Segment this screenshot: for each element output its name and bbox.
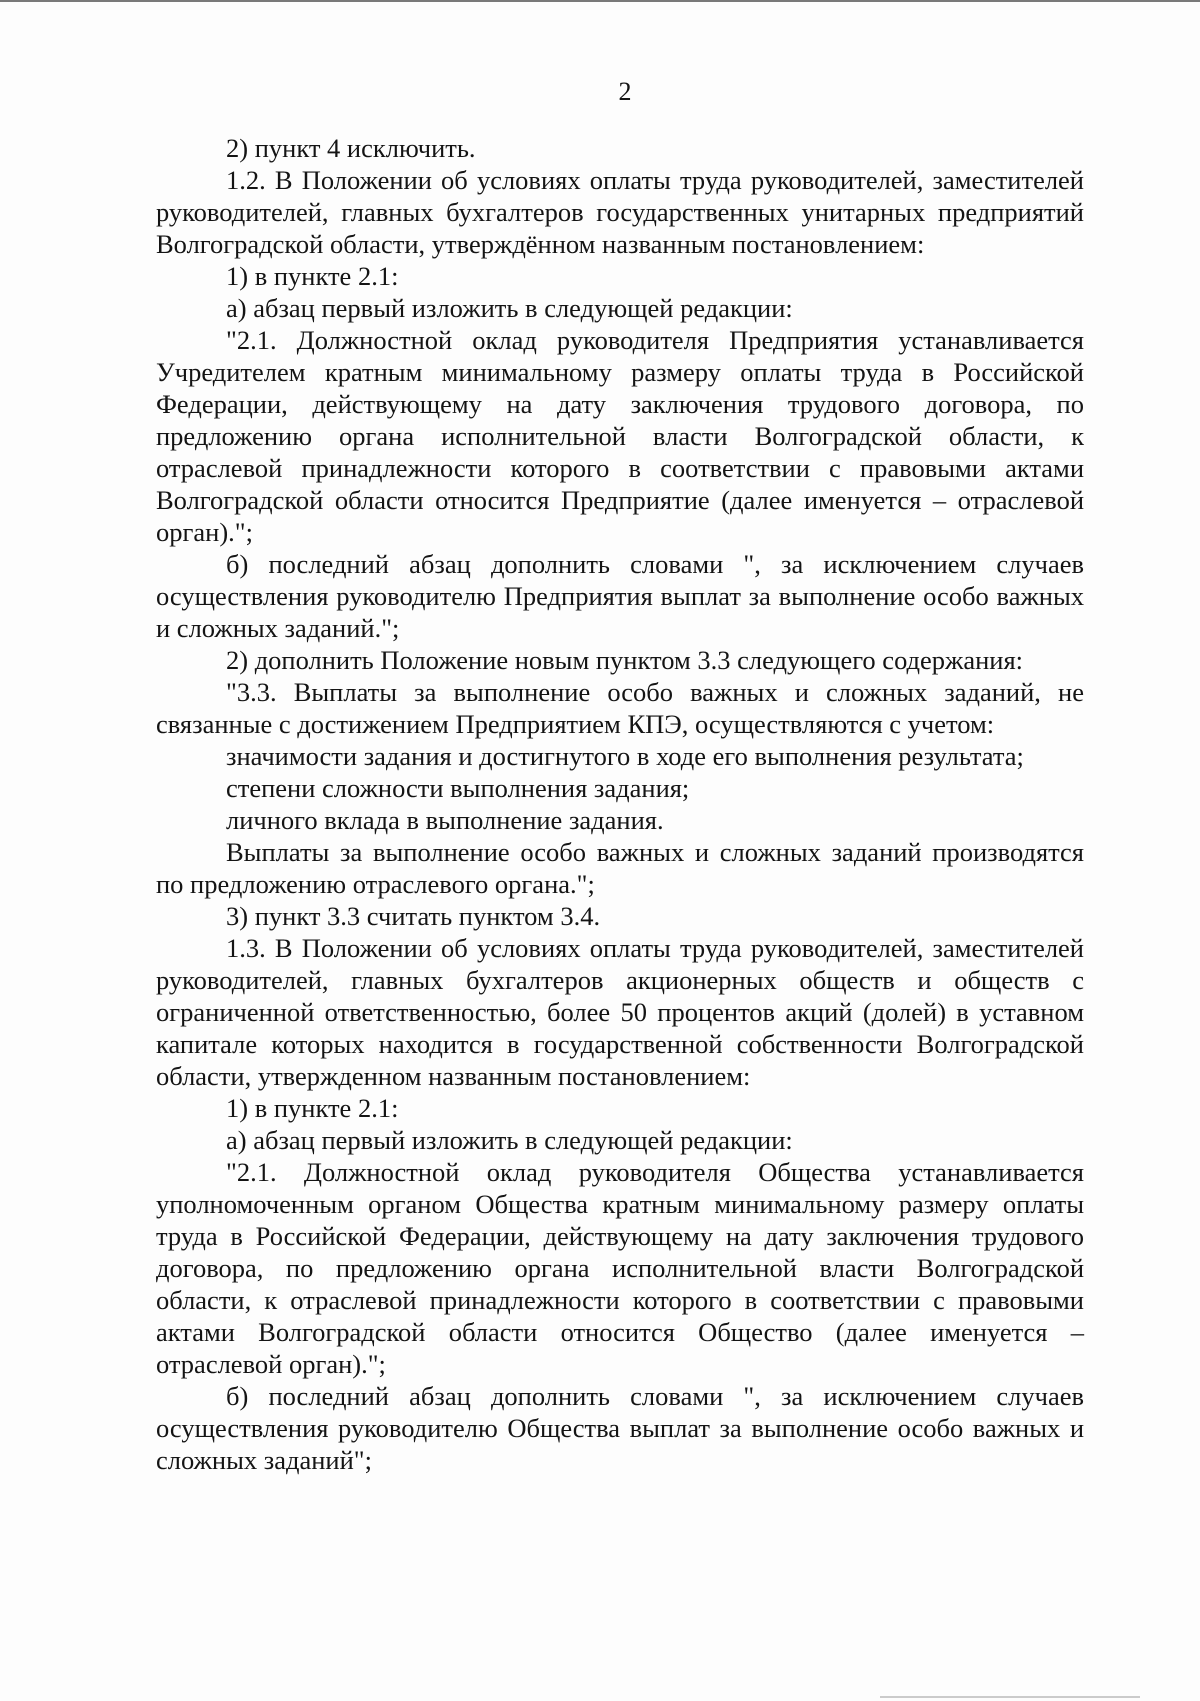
scan-bottom-mark [880, 1696, 1140, 1698]
paragraph: 1.2. В Положении об условиях оплаты труда руководителей, заместителей руководителей, главных бухгалтеров государственных унитарных предприятий Волгоградской области, утверждённом названным постановлением: [156, 165, 1084, 259]
document-body [156, 132, 1084, 1476]
paragraph: 2) дополнить Положение новым пунктом 3.3 следующего содержания: [226, 645, 1024, 675]
paragraph: б) последний абзац дополнить словами ", за исключением случаев осуществления руководителю Предприятия выплат за выполнение особо важных и сложных заданий."; [156, 549, 1084, 643]
paragraph: а) абзац первый изложить в следующей редакции: [226, 293, 793, 323]
paragraph: б) последний абзац дополнить словами ", за исключением случаев осуществления руководителю Общества выплат за выполнение особо важных и сложных заданий"; [156, 1381, 1084, 1475]
paragraph: 1) в пункте 2.1: [226, 261, 399, 291]
paragraph: "2.1. Должностной оклад руководителя Предприятия устанавливается Учредителем кратным минимальному размеру оплаты труда в Российской Федерации, действующему на дату заключения трудового договора, по предложению органа исполнительной власти Волгоградской области, к отраслевой принадлежности которого в соответствии с правовыми актами Волгоградской области относится Предприятие (далее именуется – отраслевой орган)."; [156, 325, 1084, 547]
paragraph: Выплаты за выполнение особо важных и сложных заданий производятся по предложению отраслевого органа."; [156, 837, 1084, 899]
page-number: 2 [618, 77, 632, 106]
paragraph: степени сложности выполнения задания; [226, 773, 690, 803]
paragraph: 2) пункт 4 исключить. [226, 133, 476, 163]
paragraph: "3.3. Выплаты за выполнение особо важных и сложных заданий, не связанные с достижением Предприятием КПЭ, осуществляются с учетом: [156, 677, 1084, 739]
paragraph: 1) в пункте 2.1: [226, 1093, 399, 1123]
paragraph: личного вклада в выполнение задания. [226, 805, 664, 835]
paragraph: а) абзац первый изложить в следующей редакции: [226, 1125, 793, 1155]
paragraph: 1.3. В Положении об условиях оплаты труда руководителей, заместителей руководителей, главных бухгалтеров акционерных обществ и обществ с ограниченной ответственностью, более 50 процентов акций (долей) в уставном капитале которых находится в государственной собственности Волгоградской области, утвержденном названным постановлением: [156, 933, 1084, 1091]
paragraph: значимости задания и достигнутого в ходе его выполнения результата; [226, 741, 1024, 771]
scan-top-edge [0, 0, 1200, 2]
paragraph: "2.1. Должностной оклад руководителя Общества устанавливается уполномоченным органом Общества кратным минимальному размеру оплаты труда в Российской Федерации, действующему на дату заключения трудового договора, по предложению органа исполнительной власти Волгоградской области, к отраслевой принадлежности которого в соответствии с правовыми актами Волгоградской области относится Общество (далее именуется – отраслевой орган)."; [156, 1157, 1084, 1379]
paragraph: 3) пункт 3.3 считать пунктом 3.4. [226, 901, 601, 931]
